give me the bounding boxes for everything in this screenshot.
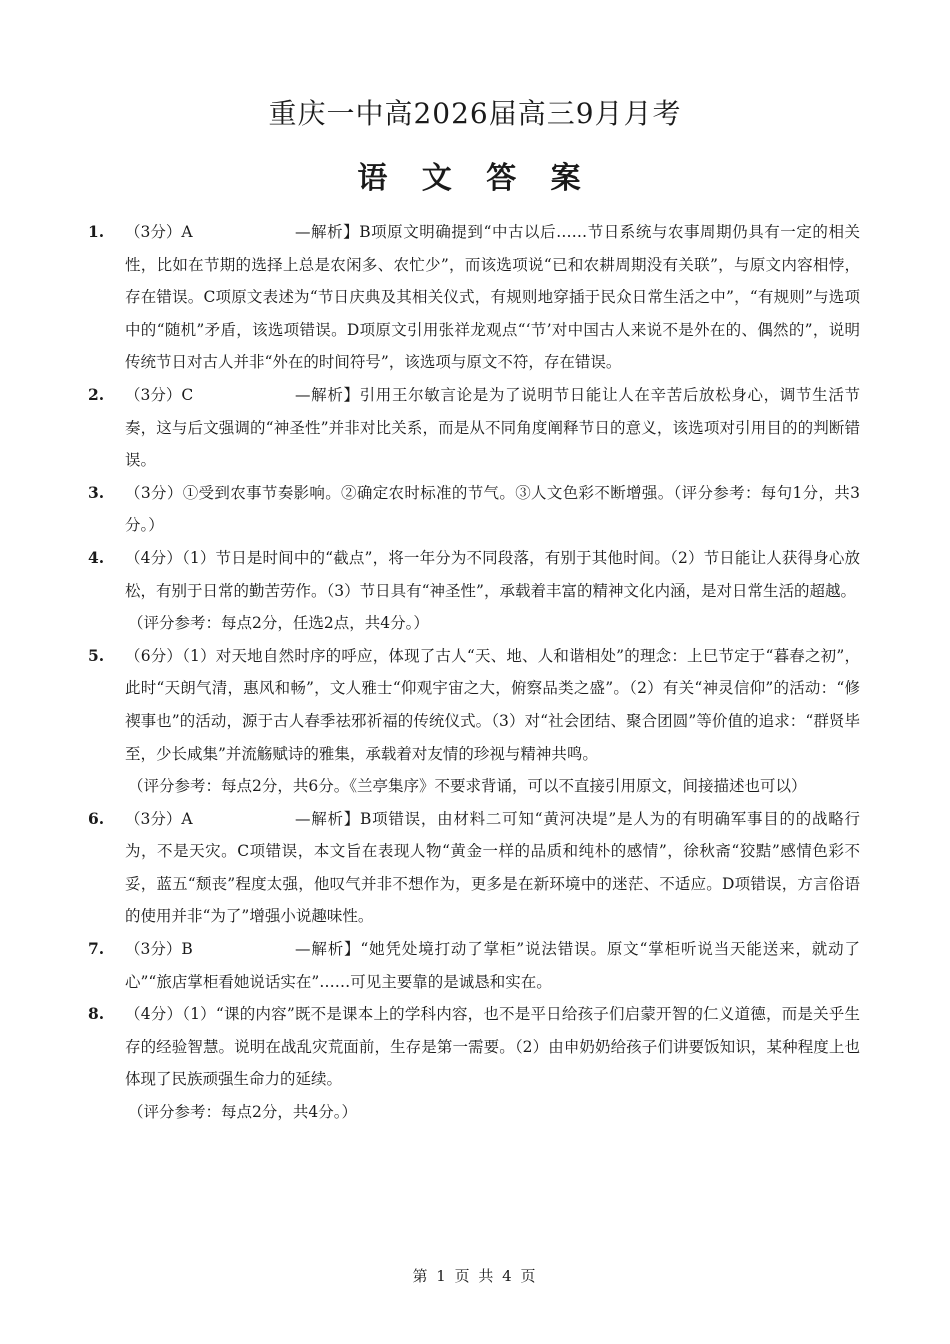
scoring-note: （评分参考：每点2分，任选2点，共4分。） [128, 614, 429, 633]
answer-body: （6分）（1）对天地自然时序的呼应，体现了古人“天、地、人和谐相处”的理念：上巳节定于“暮春之初”，此时“天朗气清，惠风和畅”，文人雅士“仰观宇宙之大，俯察品类之盛”。（2）有关“神灵信仰”的活动：“修禊事也”的活动，源于古人春季祛邪祈福的传统仪式。（3）对“社会团结、聚合团圆”等价值的追求：“群贤毕至，少长咸集”并流觞赋诗的雅集，承载着对友情的珍视与精神共鸣。 [125, 646, 860, 763]
page-subtitle: 语 文 答 案 [357, 161, 593, 196]
answer-body: —解析】引用王尔敏言论是为了说明节日能让人在辛苦后放松身心，调节生活节奏，这与后文强调的“神圣性”并非对比关系，而是从不同角度阐释节日的意义，该选项对引用目的的判断错误。 [125, 385, 860, 470]
answer-item-3 [88, 477, 860, 542]
answer-item-1 [88, 216, 860, 379]
answer-score-label: （3分）A [125, 809, 193, 828]
answer-number: 2. [88, 384, 105, 404]
answer-body: （3分）①受到农事节奏影响。②确定农时标准的节气。③人文色彩不断增强。（评分参考：每句1分，共3分。） [125, 483, 860, 535]
answer-number: 8. [88, 1004, 105, 1024]
answer-item-5 [88, 640, 860, 770]
scoring-note: （评分参考：每点2分，共6分。《兰亭集序》不要求背诵，可以不直接引用原文，间接描述也可以） [128, 777, 807, 796]
answer-item-7 [88, 933, 860, 998]
answer-body: （4分）（1）节日是时间中的“截点”，将一年分为不同段落，有别于其他时间。（2）节日能让人获得身心放松，有别于日常的勤苦劳作。（3）节日具有“神圣性”，承载着丰富的精神文化内涵，是对日常生活的超越。 [125, 548, 860, 600]
answer-body: —解析】B项错误，由材料二可知“黄河决堤”是人为的有明确军事目的的战略行为，不是天灾。C项错误，本文旨在表现人物“黄金一样的品质和纯朴的感情”，徐秋斋“狡黠”感情色彩不妥，蓝五“颓丧”程度太强，他叹气并非不想作为，更多是在新环境中的迷茫、不适应。D项错误，方言俗语的使用并非“为了”增强小说趣味性。 [125, 809, 860, 926]
answer-item-4 [88, 542, 860, 607]
scoring-note: （评分参考：每点2分，共4分。） [128, 1103, 357, 1122]
answer-score-label: （3分）B [125, 940, 193, 959]
page-title: 重庆一中高2026届高三9月月考 [268, 97, 682, 130]
answer-body: （4分）（1）“课的内容”既不是课本上的学科内容，也不是平日给孩子们启蒙开智的仁义道德，而是关乎生存的经验智慧。说明在战乱灾荒面前，生存是第一需要。（2）由申奶奶给孩子们讲要饭知识，某种程度上也体现了民族顽强生命力的延续。 [125, 1005, 860, 1089]
answer-item-6 [88, 803, 860, 933]
answer-number: 6. [88, 808, 105, 828]
answer-number: 5. [88, 645, 105, 665]
answer-score-label: （3分）C [125, 385, 194, 404]
answer-body: —解析】B项原文明确提到“中古以后……节日系统与农事周期仍具有一定的相关性，比如在节期的选择上总是农闲多、农忙少”，而该选项说“已和农耕周期没有关联”，与原文内容相悖，存在错误。C项原文表述为“节日庆典及其相关仪式，有规则地穿插于民众日常生活之中”，“有规则”与选项中的“随机”矛盾，该选项错误。D项原文引用张祥龙观点“‘节’对中国古人来说不是外在的、偶然的”，说明传统节日对古人并非“外在的时间符号”，该选项与原文不符，存在错误。 [125, 223, 860, 372]
answer-score-label: （3分）A [125, 223, 193, 241]
answer-item-8 [88, 998, 860, 1096]
answer-item-2 [88, 379, 860, 477]
answer-number: 4. [88, 547, 105, 567]
answer-number: 3. [88, 482, 105, 502]
answer-body: —解析】“她凭处境打动了掌柜”说法错误。原文“掌柜听说当天能送来，就动了心”“旅店掌柜看她说话实在”……可见主要靠的是诚恳和实在。 [125, 940, 860, 991]
page-number: 第 1 页 共 4 页 [412, 1267, 538, 1285]
answer-number: 7. [88, 939, 105, 959]
answer-list [88, 216, 860, 1129]
answer-number: 1. [88, 222, 105, 241]
